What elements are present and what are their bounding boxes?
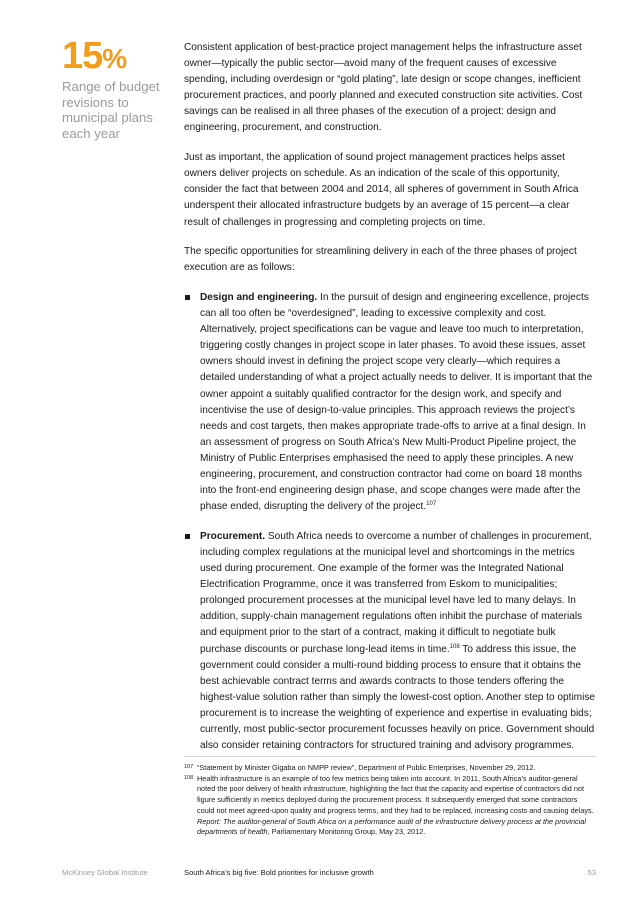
body-paragraph: Consistent application of best-practice project management helps the infrastructure asset owner—typically the public sector—avoid many of the frequent causes of excessive spending, including overdesign or “gold plating”, late design or scope changes, inefficient procurement practices, and poorly planned and executed construction site activities. Cost savings can be realised in all three phases of the execution of a project: design and engineering, procurement, and construction. — [184, 42, 583, 134]
stat-caption-line: municipal plans — [62, 110, 153, 126]
footnote-text: “Statement by Minister Gigaba on NMPP review”, Department of Public Enterprises, November 29, 2012. — [197, 763, 536, 772]
stat-caption-line: each year — [62, 125, 120, 141]
bullet-text: In the pursuit of design and engineering excellence, projects can all too often be “overdesigned”, leading to excessive complexity and cost. Alternatively, project specifications can be vague and leave too much to interpretation, triggering costly changes in project scope in later phases. To avoid these issues, asset owners should invest in defining the project scope very clearly—which requires a detailed understanding of what a project actually needs to deliver. It is important that the owner appoint a suitably qualified contractor for the design work, and specify and incentivise the use of design-to-value principles. This approach reviews the project’s needs and cost targets, then makes appropriate trade-offs to arrive at a final design. In an assessment of progress on South Africa’s New Multi-Product Pipeline project, the Ministry of Public Enterprises emphasised the need to apply these principles. A new engineering, procurement, and construction contractor had come on board 18 months into the front-end engineering design phase, and scope changes were made after the phase ended, disrupting the delivery of the project. — [200, 292, 593, 513]
footnote-text: Health infrastructure is an example of too few metrics being taken into account. In 2011, South Africa’s auditor-general noted the poor delivery of health infrastructure, highlighting the fact that the capacity and expertise of contractors did not figure sufficiently in metrics deployed during the procurement process. It subsequently emerged that some contractors could not meet agreed-upon quality and progress terms, and they had to be replaced, increasing costs and causing delays. — [197, 773, 594, 815]
footnote-107 — [184, 763, 596, 774]
footnote-number: 107 — [184, 764, 194, 770]
footnote-ref[interactable]: 107 — [426, 501, 437, 508]
stat-caption-line: revisions to — [62, 94, 129, 110]
sidebar-stat — [62, 35, 180, 141]
stat-number — [62, 35, 180, 77]
footnote-divider — [184, 756, 596, 757]
footer-publisher: McKinsey Global Institute — [62, 868, 148, 877]
stat-caption — [62, 79, 180, 141]
main-body — [184, 40, 596, 768]
footnote-text-after: Parliamentary Monitoring Group, May 23, 2012. — [269, 827, 426, 837]
stat-caption-line: Range of budget — [62, 79, 160, 94]
footnote-ref[interactable]: 108 — [449, 643, 460, 650]
bullet-heading: Design and engineering. — [200, 292, 318, 303]
bullet-heading: Procurement. — [200, 530, 266, 542]
bullet-text: South Africa needs to overcome a number of challenges in procurement, including complex regulations at the municipal level and shortcomings in the metrics used during procurement. One example of the former was the Integrated National Electrification Programme, once it was transferred from Eskom to municipalities; prolonged procurement processes at the municipal level have led to many delays. In addition, supply-chain management regulations often inhibit the purchase of materials and equipment prior to the start of a contract, making it difficult to negotiate bulk purchase discounts or purchase long-lead items in time. — [200, 530, 592, 655]
bullet-square-icon — [185, 295, 190, 300]
stat-percent-sign: % — [102, 43, 127, 74]
bullet-item-procurement — [184, 529, 596, 754]
stat-value: 15 — [62, 35, 103, 77]
bullet-item-design-engineering — [184, 290, 596, 515]
body-paragraph: The specific opportunities for streamlining delivery in each of the three phases of project execution are as follows: — [184, 246, 577, 274]
bullet-text-after: To address this issue, the government could consider a multi-round bidding process to ensure that it obtains the best achievable contract terms and awards contracts to those tenders offering the highest-value solution rather than simply the lowest-cost option. Another step to optimise procurement is to increase the weighting of experience and expertise in evaluating bids; currently, most public-sector procurement focusses heavily on price. Government should also consider retaining contractors for structured training and advisory programmes. — [200, 643, 595, 752]
footnote-number: 108 — [184, 774, 194, 781]
footnote-108 — [184, 774, 596, 838]
footnote-italic: Report: The auditor-general of South Africa on a performance audit of the infrastructure delivery process at the provincial departments of health, — [197, 816, 586, 837]
bullet-list — [184, 290, 596, 754]
page-number: 53 — [587, 868, 596, 877]
bullet-square-icon — [185, 534, 190, 539]
footer-report-title: South Africa’s big five: Bold priorities for inclusive growth — [184, 868, 374, 877]
body-paragraph: Just as important, the application of sound project management practices helps asset owners deliver projects on schedule. As an indication of the scale of this opportunity, consider the fact that between 2004 and 2014, all spheres of government in South Africa underspent their allocated infrastructure budgets by an average of 15 percent—a clear result of challenges in progressing and completing projects on time. — [184, 152, 579, 228]
footnotes — [184, 763, 596, 838]
